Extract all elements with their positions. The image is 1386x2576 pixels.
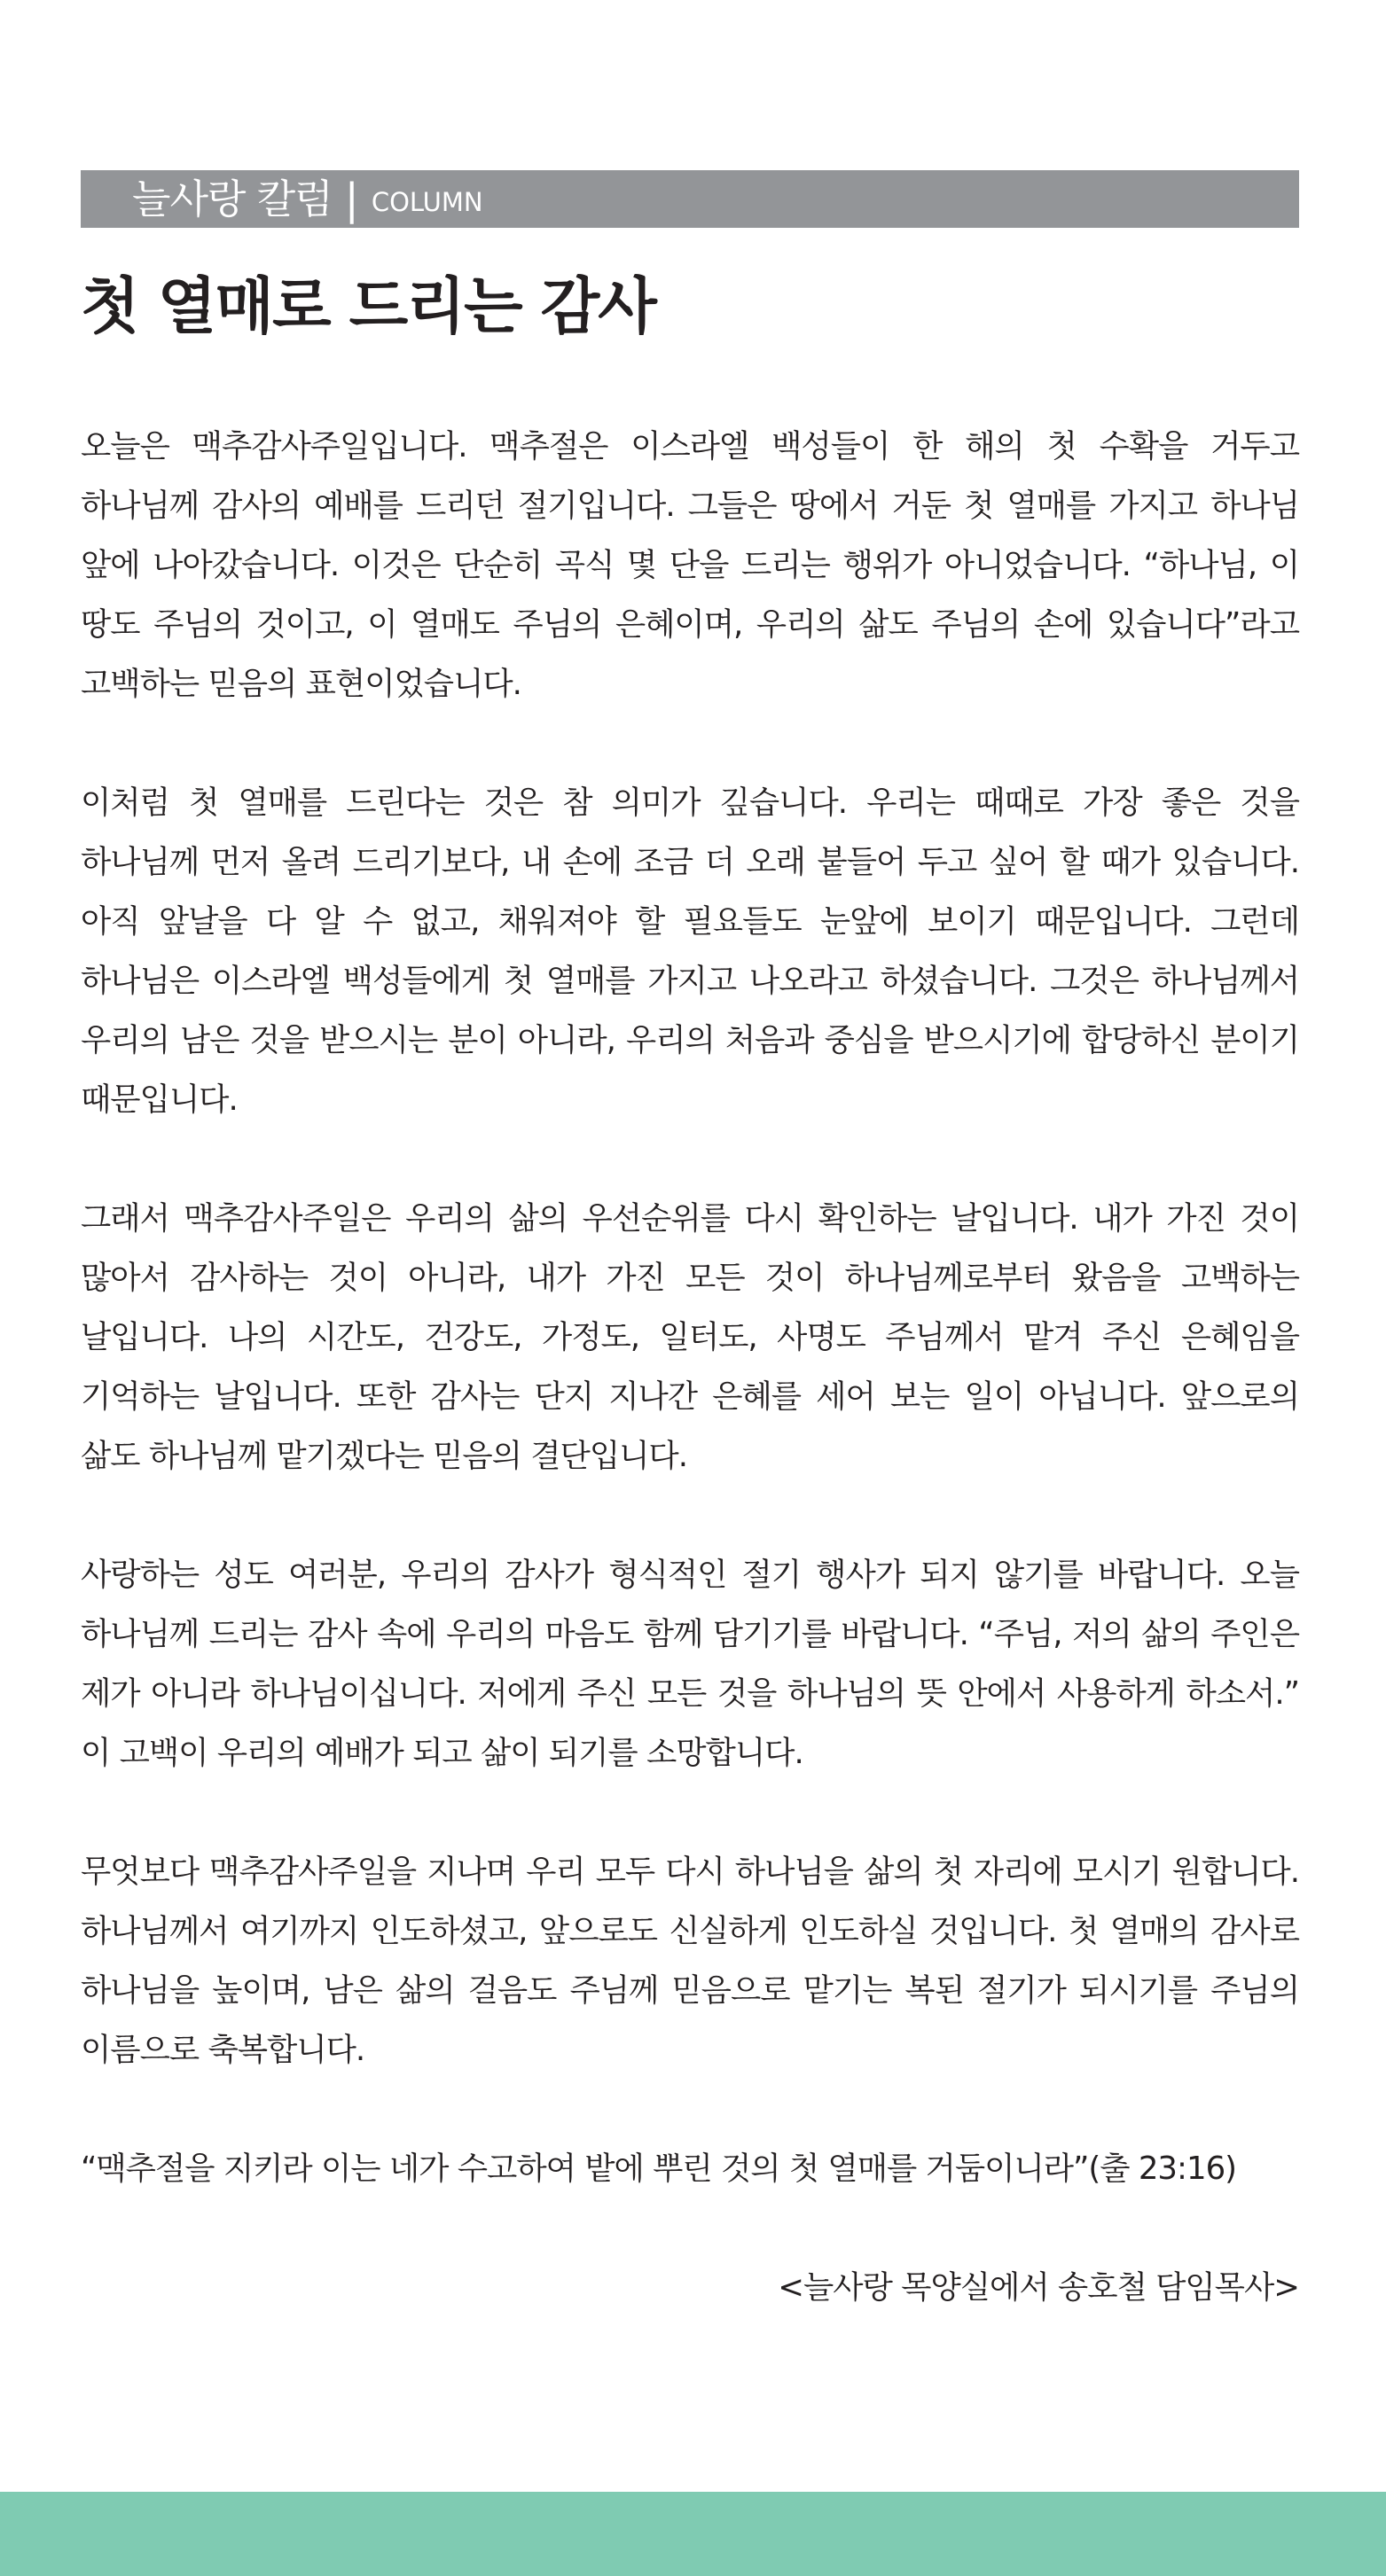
paragraph-1: 오늘은 맥추감사주일입니다. 맥추절은 이스라엘 백성들이 한 해의 첫 수확을 거두고 하나님께 감사의 예배를 드리던 절기입니다. 그들은 땅에서 거둔 첫 열매를 가지고 하나님 앞에 나아갔습니다. 이것은 단순히 곡식 몇 단을 드리는 행위가 아니었습니다. “하나님, 이 땅도 주님의 것이고, 이 열매도 주님의 은혜이며, 우리의 삶도 주님의 손에 있습니다”라고 고백하는 믿음의 표현이었습니다.: [81, 428, 1299, 702]
column-header-separator: |: [344, 174, 359, 224]
article-title: 첫 열매로 드리는 감사: [81, 271, 655, 342]
scripture-quote: “맥추절을 지키라 이는 네가 수고하여 밭에 뿌린 것의 첫 열매를 거둠이니라”(출 23:16): [81, 2151, 1237, 2187]
column-header-bar: [81, 170, 1299, 228]
footer-band: [0, 2492, 1386, 2576]
paragraph-5: 무엇보다 맥추감사주일을 지나며 우리 모두 다시 하나님을 삶의 첫 자리에 모시기 원합니다. 하나님께서 여기까지 인도하셨고, 앞으로도 신실하게 인도하실 것입니다. 첫 열매의 감사로 하나님을 높이며, 남은 삶의 걸음도 주님께 믿음으로 맡기는 복된 절기가 되시기를 주님의 이름으로 축복합니다.: [81, 1854, 1299, 2068]
column-header-title: 늘사랑 칼럼: [132, 176, 333, 222]
paragraph-2: 이처럼 첫 열매를 드린다는 것은 참 의미가 깊습니다. 우리는 때때로 가장 좋은 것을 하나님께 먼저 올려 드리기보다, 내 손에 조금 더 오래 붙들어 두고 싶어 할 때가 있습니다. 아직 앞날을 다 알 수 없고, 채워져야 할 필요들도 눈앞에 보이기 때문입니다. 그런데 하나님은 이스라엘 백성들에게 첫 열매를 가지고 나오라고 하셨습니다. 그것은 하나님께서 우리의 남은 것을 받으시는 분이 아니라, 우리의 처음과 중심을 받으시기에 합당하신 분이기 때문입니다.: [81, 785, 1299, 1118]
author-signature: <늘사랑 목양실에서 송호철 담임목사>: [778, 2269, 1299, 2306]
article-body: [81, 417, 1299, 2317]
paragraph-4: 사랑하는 성도 여러분, 우리의 감사가 형식적인 절기 행사가 되지 않기를 바랍니다. 오늘 하나님께 드리는 감사 속에 우리의 마음도 함께 담기기를 바랍니다. “주님, 저의 삶의 주인은 제가 아니라 하나님이십니다. 저에게 주신 모든 것을 하나님의 뜻 안에서 사용하게 하소서.” 이 고백이 우리의 예배가 되고 삶이 되기를 소망합니다.: [81, 1557, 1299, 1771]
paragraph-3: 그래서 맥추감사주일은 우리의 삶의 우선순위를 다시 확인하는 날입니다. 내가 가진 것이 많아서 감사하는 것이 아니라, 내가 가진 모든 것이 하나님께로부터 왔음을 고백하는 날입니다. 나의 시간도, 건강도, 가정도, 일터도, 사명도 주님께서 맡겨 주신 은혜임을 기억하는 날입니다. 또한 감사는 단지 지나간 은혜를 세어 보는 일이 아닙니다. 앞으로의 삶도 하나님께 맡기겠다는 믿음의 결단입니다.: [81, 1200, 1299, 1474]
column-header-subtitle: COLUMN: [371, 187, 483, 217]
